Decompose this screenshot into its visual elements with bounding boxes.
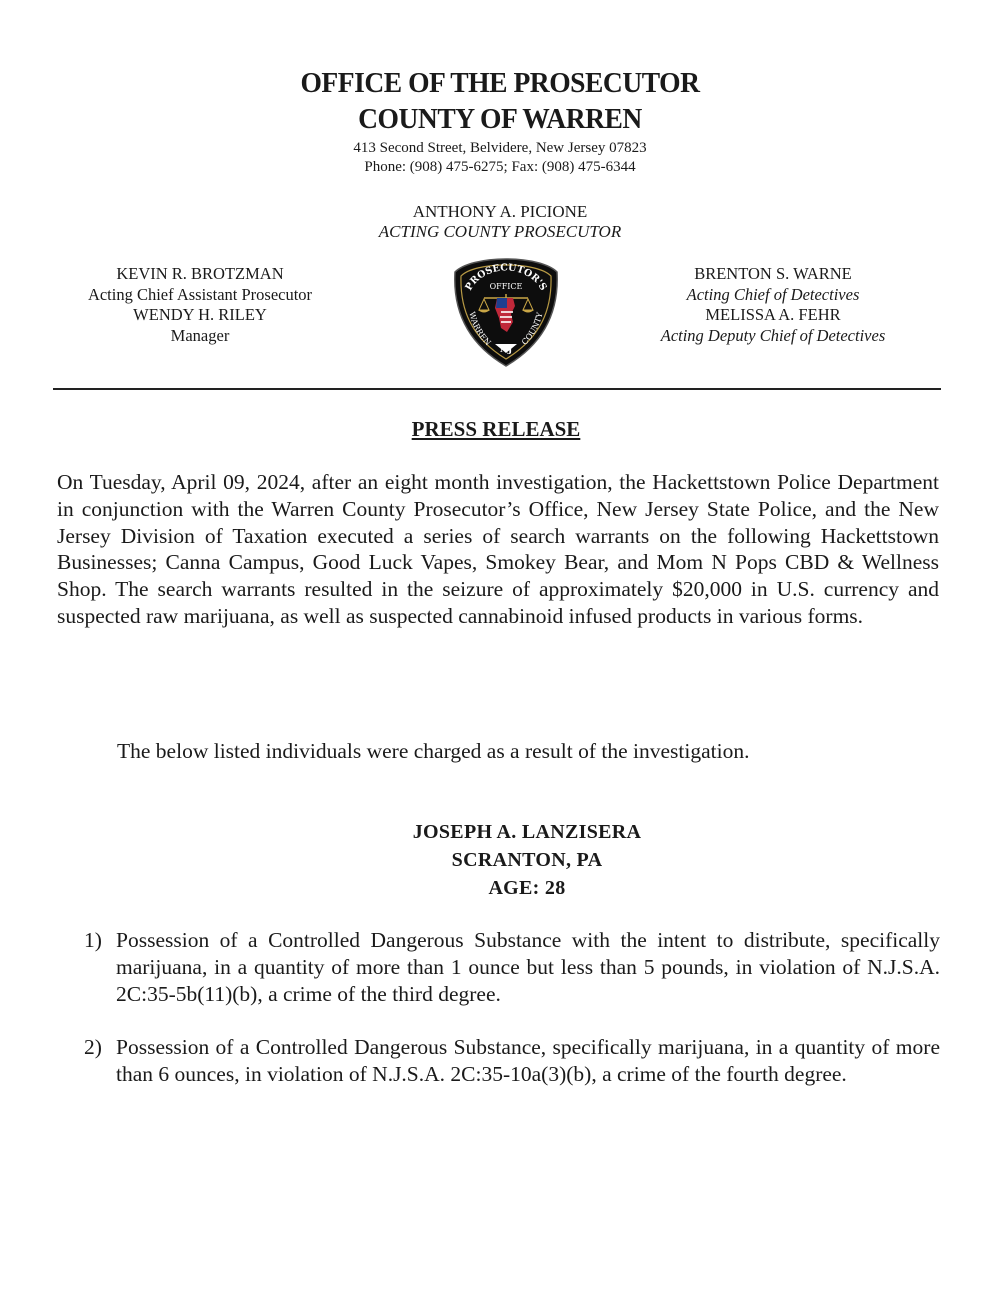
svg-text:OFFICE: OFFICE <box>489 282 523 291</box>
defendant-block <box>0 818 1000 902</box>
charge-item <box>80 927 940 1008</box>
press-release-heading: PRESS RELEASE <box>411 417 581 441</box>
svg-text:COUNTY: COUNTY <box>520 311 545 347</box>
office-phone: Phone: (908) 475-6275; Fax: (908) 475-6344 <box>364 159 636 175</box>
svg-text:NJ: NJ <box>499 345 513 355</box>
charge-item <box>80 1034 940 1088</box>
right-staff-block <box>628 264 918 346</box>
county-title: COUNTY OF WARREN <box>358 103 642 135</box>
staff-title: Acting Chief of Detectives <box>686 284 860 304</box>
header-divider <box>53 388 941 390</box>
staff-title: Acting Chief Assistant Prosecutor <box>87 284 313 304</box>
defendant-location: SCRANTON, PA <box>451 849 603 871</box>
left-staff-block <box>50 264 350 346</box>
prosecutors-office-badge-icon <box>451 256 561 368</box>
charge-text: Possession of a Controlled Dangerous Substance, specifically marijuana, in a quantity of more than 6 ounces, in violation of N.J.S.A. 2C:35-10a(3)(b), a crime of the fourth degree. <box>116 1035 940 1086</box>
staff-title: Manager <box>170 325 230 345</box>
press-release-paragraph: On Tuesday, April 09, 2024, after an eight month investigation, the Hackettstown Police Department in conjunction with the Warren County Prosecutor’s Office, New Jersey State Police, and the New Jersey Division of Taxation executed a series of search warrants on the following Hackettstown Businesses; Canna Campus, Good Luck Vapes, Smokey Bear, and Mom N Pops CBD & Wellness Shop. The search warrants resulted in the seizure of approximately $20,000 in U.S. currency and suspected raw marijuana, as well as suspected cannabinoid infused products in various forms. <box>57 470 939 628</box>
svg-text:PROSECUTOR'S: PROSECUTOR'S <box>463 262 549 293</box>
svg-text:WARREN: WARREN <box>467 310 493 348</box>
charged-individuals-intro: The below listed individuals were charged as a result of the investigation. <box>117 739 750 763</box>
prosecutor-name: ANTHONY A. PICIONE <box>412 202 588 221</box>
staff-title: Acting Deputy Chief of Detectives <box>660 325 886 345</box>
staff-name: WENDY H. RILEY <box>133 305 267 324</box>
staff-name: KEVIN R. BROTZMAN <box>116 264 284 283</box>
defendant-age: AGE: 28 <box>488 877 566 899</box>
office-address: 413 Second Street, Belvidere, New Jersey 07823 <box>353 140 647 156</box>
charges-list <box>80 927 940 1114</box>
prosecutor-title: ACTING COUNTY PROSECUTOR <box>378 222 622 241</box>
staff-name: BRENTON S. WARNE <box>694 264 852 283</box>
charge-text: Possession of a Controlled Dangerous Substance with the intent to distribute, specifically marijuana, in a quantity of more than 1 ounce but less than 5 pounds, in violation of N.J.S.A. 2C:35-5b(11)(b), a crime of the third degree. <box>116 928 940 1006</box>
charge-number: 1) <box>84 928 102 952</box>
office-title: OFFICE OF THE PROSECUTOR <box>300 67 700 99</box>
defendant-name: JOSEPH A. LANZISERA <box>412 821 642 843</box>
charge-number: 2) <box>84 1035 102 1059</box>
staff-name: MELISSA A. FEHR <box>705 305 841 324</box>
